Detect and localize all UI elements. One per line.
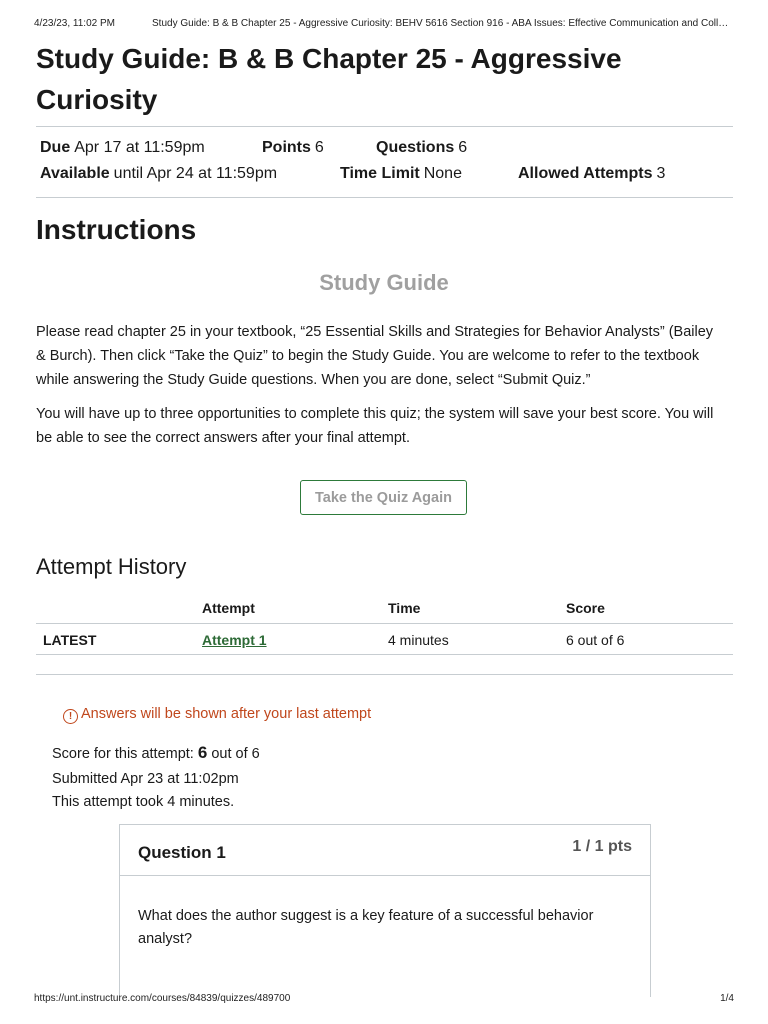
attempt-history-table [36, 594, 733, 655]
score-prefix: Score for this attempt: [52, 746, 198, 762]
print-page-title: Study Guide: B & B Chapter 25 - Aggressive Curiosity: BEHV 5616 Section 916 - ABA Issues: Effective Communication and Coll… [152, 18, 729, 29]
page-number: 1/4 [720, 993, 734, 1004]
submitted-time: Submitted Apr 23 at 11:02pm [52, 771, 239, 787]
quiz-questions [376, 139, 467, 157]
points-label: Points [262, 139, 311, 156]
due-value: Apr 17 at 11:59pm [74, 139, 205, 156]
attempts-label: Allowed Attempts [518, 165, 653, 182]
quiz-available [40, 165, 277, 183]
take-quiz-again-button[interactable]: Take the Quiz Again [300, 480, 467, 515]
divider [36, 126, 733, 127]
questions-value: 6 [458, 139, 468, 156]
table-row [36, 623, 733, 655]
attempt-time: 4 minutes [388, 632, 449, 648]
question-title: Question 1 [138, 843, 226, 862]
divider [36, 197, 733, 198]
quiz-due [40, 139, 205, 157]
warning-text: Answers will be shown after your last attempt [81, 706, 372, 722]
time-limit-label: Time Limit [340, 165, 420, 182]
question-text: What does the author suggest is a key feature of a successful behavior analyst? [138, 908, 594, 947]
print-footer [34, 993, 734, 1004]
quiz-points [262, 139, 324, 157]
available-label: Available [40, 165, 110, 182]
attempt-1-link[interactable]: Attempt 1 [202, 632, 267, 648]
table-header-row [36, 594, 733, 623]
page-url: https://unt.instructure.com/courses/84839/quizzes/489700 [34, 993, 291, 1004]
available-value: until Apr 24 at 11:59pm [113, 165, 278, 182]
instructions-heading: Instructions [36, 214, 197, 245]
attempts-value: 3 [656, 165, 666, 182]
instructions-paragraph: You will have up to three opportunities to complete this quiz; the system will save your best score. You will be able to see the correct answers after your final attempt. [36, 406, 714, 446]
exclamation-circle-icon: ! [63, 709, 78, 724]
print-timestamp: 4/23/23, 11:02 PM [34, 18, 115, 29]
page-title: Study Guide: B & B Chapter 25 - Aggressive Curiosity [36, 43, 622, 115]
score-suffix: out of 6 [207, 746, 260, 762]
answers-warning [63, 706, 371, 724]
study-guide-heading: Study Guide [319, 270, 449, 295]
instructions-paragraph: Please read chapter 25 in your textbook, “25 Essential Skills and Strategies for Behavior Analysts” (Bailey & Burch). Then click “Take the Quiz” to begin the Study Guide. You are welcome to refer to the textbook while answering the Study Guide questions. When you are done, select “Submit Quiz.” [36, 324, 714, 388]
questions-label: Questions [376, 139, 455, 156]
attempt-score: 6 out of 6 [566, 632, 625, 648]
question-points: 1 / 1 pts [572, 838, 632, 855]
attempt-score-line [52, 743, 260, 763]
divider [36, 674, 733, 675]
column-header: Attempt [202, 600, 255, 616]
column-header: Time [388, 600, 421, 616]
score-value: 6 [197, 743, 208, 762]
quiz-allowed-attempts [518, 165, 665, 183]
question-card [119, 824, 651, 997]
latest-label: LATEST [43, 632, 97, 648]
points-value: 6 [314, 139, 324, 156]
question-header [120, 825, 650, 876]
column-header: Score [566, 600, 605, 616]
quiz-time-limit [340, 165, 462, 183]
attempt-history-heading: Attempt History [36, 554, 187, 579]
attempt-duration: This attempt took 4 minutes. [52, 794, 235, 810]
due-label: Due [40, 139, 71, 156]
time-limit-value: None [423, 165, 462, 182]
print-header [34, 18, 734, 29]
